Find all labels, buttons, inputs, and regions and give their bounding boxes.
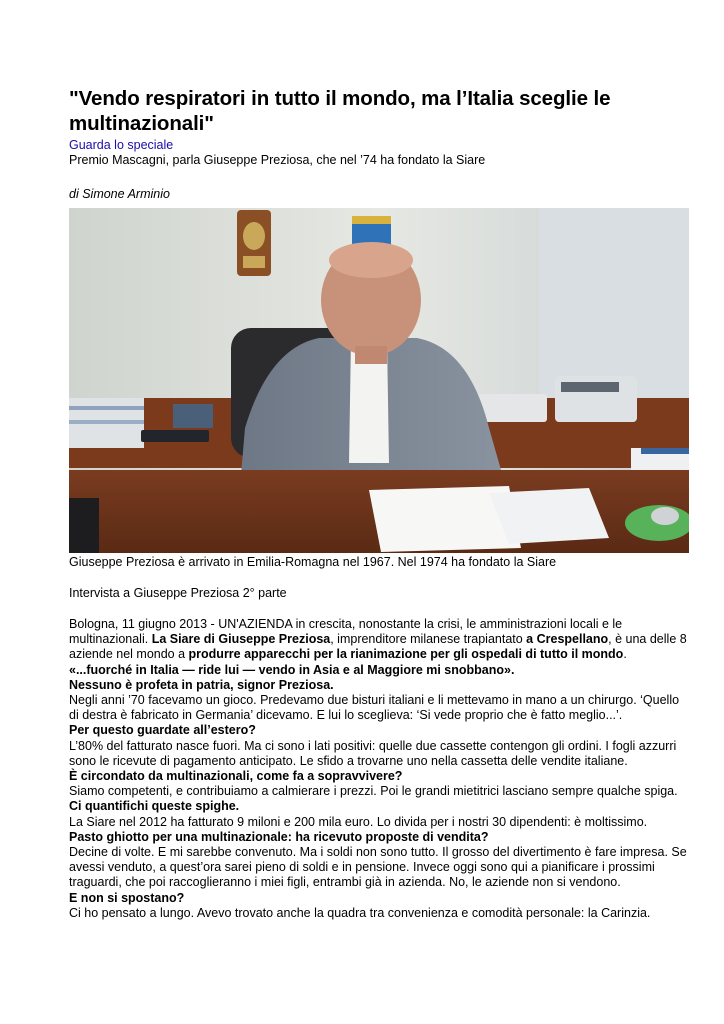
question: Per questo guardate all’estero? [69, 723, 256, 738]
article-photo [69, 208, 689, 553]
article [69, 86, 689, 921]
answer: Ci ho pensato a lungo. Avevo trovato anche la quadra tra convenienza e comodità personale: la Carinzia. [69, 905, 651, 920]
answer: La Siare nel 2012 ha fatturato 9 miloni e 200 mila euro. Lo divida per i nostri 30 dipendenti: è moltissimo. [69, 814, 648, 829]
question: È circondato da multinazionali, come fa a sopravvivere? [69, 769, 403, 784]
lead-bold: «...fuorché in Italia — ride lui — vendo in Asia e al Maggiore mi snobbano». [69, 662, 515, 677]
article-subtitle: Premio Mascagni, parla Giuseppe Preziosa, che nel ’74 ha fondato la Siare [69, 153, 486, 167]
question: E non si spostano? [69, 890, 185, 905]
article-author: di Simone Arminio [69, 187, 170, 201]
article-body [69, 617, 689, 921]
photo-caption: Giuseppe Preziosa è arrivato in Emilia-Romagna nel 1967. Nel 1974 ha fondato la Siare [69, 555, 557, 569]
lead-bold: produrre apparecchi per la rianimazione per gli ospedali di tutto il mondo [188, 647, 624, 662]
question: Pasto ghiotto per una multinazionale: ha ricevuto proposte di vendita? [69, 829, 489, 844]
lead-text: Bologna, 11 giugno 2013 - UN'AZIENDA in crescita, nonostante la crisi, le amministrazioni locali e le multinazionali. [69, 617, 623, 647]
lead-text: , imprenditore milanese trapiantato [330, 632, 527, 647]
question: Nessuno è profeta in patria, signor Preziosa. [69, 677, 334, 692]
lead-bold: La Siare di Giuseppe Preziosa [151, 632, 331, 647]
special-link[interactable]: Guarda lo speciale [69, 138, 174, 152]
answer: L’80% del fatturato nasce fuori. Ma ci sono i lati positivi: quelle due cassette contengon gli ordini. I fogli azzurri sono le ricevute di pagamento anticipato. Le sfido a trovarne uno nella cassetta delle vendite italiane. [69, 738, 677, 768]
lead-bold: a Crespellano [526, 632, 609, 647]
answer: Siamo competenti, e contribuiamo a calmierare i prezzi. Poi le grandi mietitrici lasciano sempre qualche spiga. [69, 784, 678, 799]
interview-part-label: Intervista a Giuseppe Preziosa 2° parte [69, 586, 287, 600]
article-title: "Vendo respiratori in tutto il mondo, ma l’Italia sceglie le multinazionali" [69, 87, 611, 135]
answer: Decine di volte. E mi sarebbe convenuto. Ma i soldi non sono tutto. Il grosso del divertimento è fare impresa. Se avessi venduto, a quest’ora sarei pieno di soldi e in pensione. Invece oggi sono qui a pianificare i prossimi traguardi, che poi raccoglieranno i miei figli, entrambi già in azienda. No, le aziende non si vendono. [69, 845, 687, 890]
lead-paragraph [69, 617, 689, 678]
answer: Negli anni ’70 facevamo un gioco. Predevamo due bisturi italiani e li mettevamo in mano a un chirurgo. ‘Quello di destra è fabricato in Germania’ dicevamo. E lui lo sceglieva: ‘Si vede proprio che è fatto meglio...’. [69, 693, 680, 723]
lead-text: . [623, 647, 627, 662]
lead-text: , è una delle 8 aziende nel mondo a [69, 632, 687, 662]
question: Ci quantifichi queste spighe. [69, 799, 240, 814]
